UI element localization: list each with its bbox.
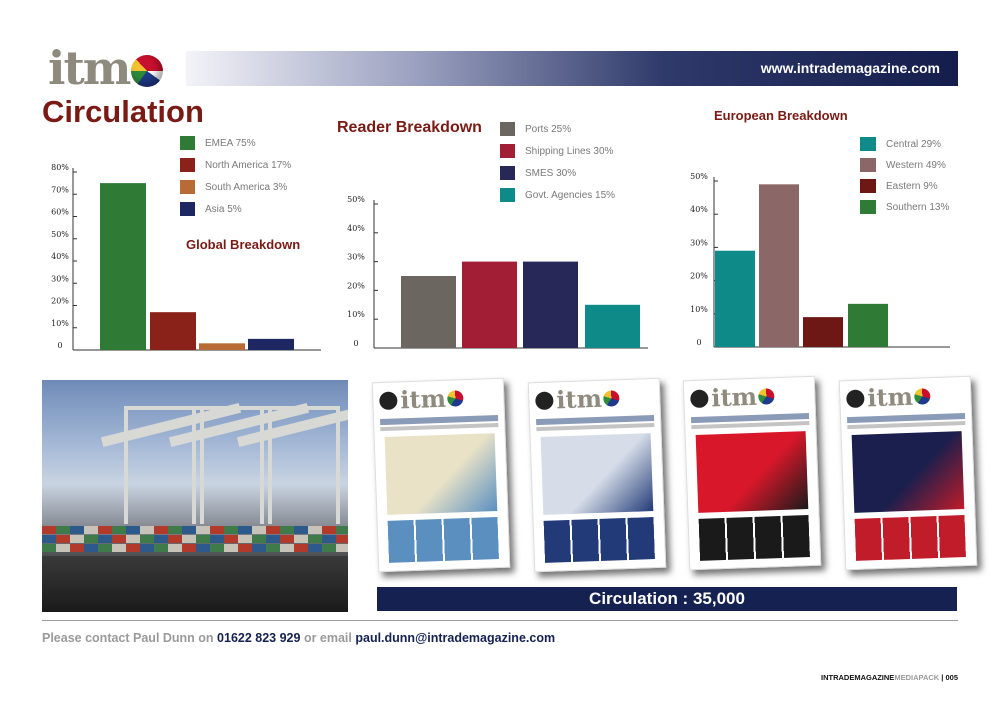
european-tick-label: 10% (690, 304, 708, 314)
global-tick-label: 0 (57, 341, 63, 350)
cover-logo: itm (710, 381, 758, 413)
contact-middle: or email (300, 631, 356, 645)
reader-breakdown-chart (336, 116, 666, 356)
legend-swatch (180, 180, 195, 194)
legend-label: Asia 5% (205, 203, 242, 215)
itm-logo (48, 41, 163, 95)
cover-footer-panel (544, 517, 655, 563)
globe-flags-icon (131, 55, 163, 87)
cover-logo: itm (555, 383, 603, 415)
footer-page-number: 005 (945, 673, 958, 682)
footer-brand-name: INTRADEMAGAZINE (820, 673, 895, 682)
magazine-cover-4 (839, 376, 978, 570)
reader-bar-smes (523, 262, 578, 348)
legend-swatch (860, 200, 876, 214)
legend-label: EMEA 75% (205, 137, 256, 149)
european-breakdown-title: European Breakdown (714, 108, 848, 123)
legend-swatch (860, 158, 876, 172)
global-tick-label: 50% (51, 229, 69, 239)
legend-swatch (500, 122, 515, 136)
reader-tick-label: 0 (353, 339, 359, 348)
legend-label: South America 3% (205, 181, 288, 193)
european-tick-label: 0 (696, 338, 702, 347)
legend-label: Western 49% (886, 159, 946, 171)
magazine-cover-1 (372, 378, 511, 572)
cover-masthead (535, 383, 654, 415)
european-bar-eastern (803, 317, 843, 347)
european-tick-label: 30% (690, 238, 708, 248)
anniversary-badge-icon (846, 389, 865, 408)
legend-item (860, 158, 946, 172)
legend-swatch (180, 136, 195, 150)
globe-flags-icon (758, 388, 775, 405)
legend-item (500, 188, 615, 202)
reader-tick-label: 30% (347, 252, 365, 262)
global-bar-south-america (199, 343, 245, 350)
container-port-photo (42, 380, 348, 612)
magazine-cover-3 (683, 376, 822, 570)
legend-item (860, 200, 949, 214)
footer-section: MEDIAPACK (894, 673, 940, 682)
european-tick-label: 50% (690, 172, 708, 181)
header-bar (186, 51, 958, 86)
legend-label: Southern 13% (886, 201, 950, 213)
legend-label: Central 29% (886, 138, 942, 150)
cover-footer-panel (388, 517, 499, 563)
reader-bar-shipping-lines (462, 262, 517, 348)
cover-footer-panel (855, 515, 966, 561)
global-breakdown-chart (40, 136, 330, 360)
legend-label: SMES 30% (525, 167, 577, 179)
legend-label: Eastern 9% (886, 180, 938, 192)
legend-swatch (180, 158, 195, 172)
legend-swatch (500, 188, 515, 202)
cover-masthead (379, 383, 498, 415)
reader-breakdown-title: Reader Breakdown (337, 119, 482, 136)
legend-label: Shipping Lines 30% (525, 145, 614, 157)
anniversary-badge-icon (535, 391, 554, 410)
cover-main-image (696, 431, 809, 513)
reader-tick-label: 40% (347, 223, 365, 233)
global-bar-emea (100, 183, 146, 350)
legend-item (500, 144, 613, 158)
anniversary-badge-icon (690, 389, 709, 408)
cover-logo: itm (399, 383, 447, 415)
legend-item (860, 137, 941, 151)
legend-swatch (180, 202, 195, 216)
cover-masthead (846, 381, 965, 413)
global-tick-label: 40% (51, 252, 69, 261)
page-title: Circulation (42, 94, 204, 129)
legend-item (180, 202, 242, 216)
magazine-cover-2 (528, 378, 667, 572)
circulation-banner: Circulation : 35,000 (377, 587, 957, 611)
legend-item (180, 158, 291, 172)
global-tick-label: 60% (51, 207, 69, 217)
legend-swatch (500, 166, 515, 180)
european-tick-label: 40% (690, 205, 708, 215)
legend-label: North America 17% (205, 159, 292, 171)
cover-main-image (385, 433, 498, 515)
legend-label: Govt. Agencies 15% (525, 189, 616, 201)
global-tick-label: 30% (51, 274, 69, 284)
global-tick-label: 10% (51, 318, 69, 328)
cover-masthead (690, 381, 809, 413)
footer-separator: | (939, 673, 946, 682)
legend-item (500, 166, 576, 180)
reader-bar-govt-agencies (585, 305, 640, 348)
legend-swatch (860, 137, 876, 151)
globe-flags-icon (603, 390, 620, 407)
legend-swatch (500, 144, 515, 158)
european-tick-label: 20% (690, 271, 708, 281)
reader-bar-ports (401, 276, 456, 348)
legend-label: Ports 25% (525, 123, 572, 135)
anniversary-badge-icon (379, 391, 398, 410)
legend-swatch (860, 179, 876, 193)
globe-flags-icon (914, 388, 931, 405)
contact-prefix: Please contact Paul Dunn on (42, 631, 218, 645)
global-tick-label: 80% (51, 163, 69, 172)
globe-flags-icon (447, 390, 464, 407)
european-breakdown-chart (688, 106, 960, 356)
contact-email[interactable]: paul.dunn@intrademagazine.com (355, 631, 556, 645)
legend-item (180, 136, 256, 150)
reader-tick-label: 20% (347, 281, 365, 291)
reader-tick-label: 50% (347, 195, 365, 204)
cover-main-image (852, 431, 965, 513)
european-bar-western (759, 184, 799, 347)
footer-brand (821, 673, 958, 682)
contact-line (42, 631, 555, 645)
global-tick-label: 70% (51, 185, 69, 195)
contact-phone[interactable]: 01622 823 929 (217, 631, 301, 645)
global-breakdown-title: Global Breakdown (186, 237, 301, 252)
divider (42, 620, 958, 621)
website-link[interactable]: www.intrademagazine.com (760, 60, 940, 76)
legend-item (180, 180, 287, 194)
logo-text: itm (48, 41, 130, 95)
european-bar-central (715, 251, 755, 347)
legend-item (500, 122, 571, 136)
cover-main-image (541, 433, 654, 515)
global-tick-label: 20% (51, 296, 69, 306)
cover-logo: itm (866, 381, 914, 413)
legend-item (860, 179, 938, 193)
reader-tick-label: 10% (347, 310, 365, 320)
global-bar-north-america (150, 312, 196, 350)
european-bar-southern (848, 304, 888, 347)
global-bar-asia (248, 339, 294, 350)
cover-footer-panel (699, 515, 810, 561)
